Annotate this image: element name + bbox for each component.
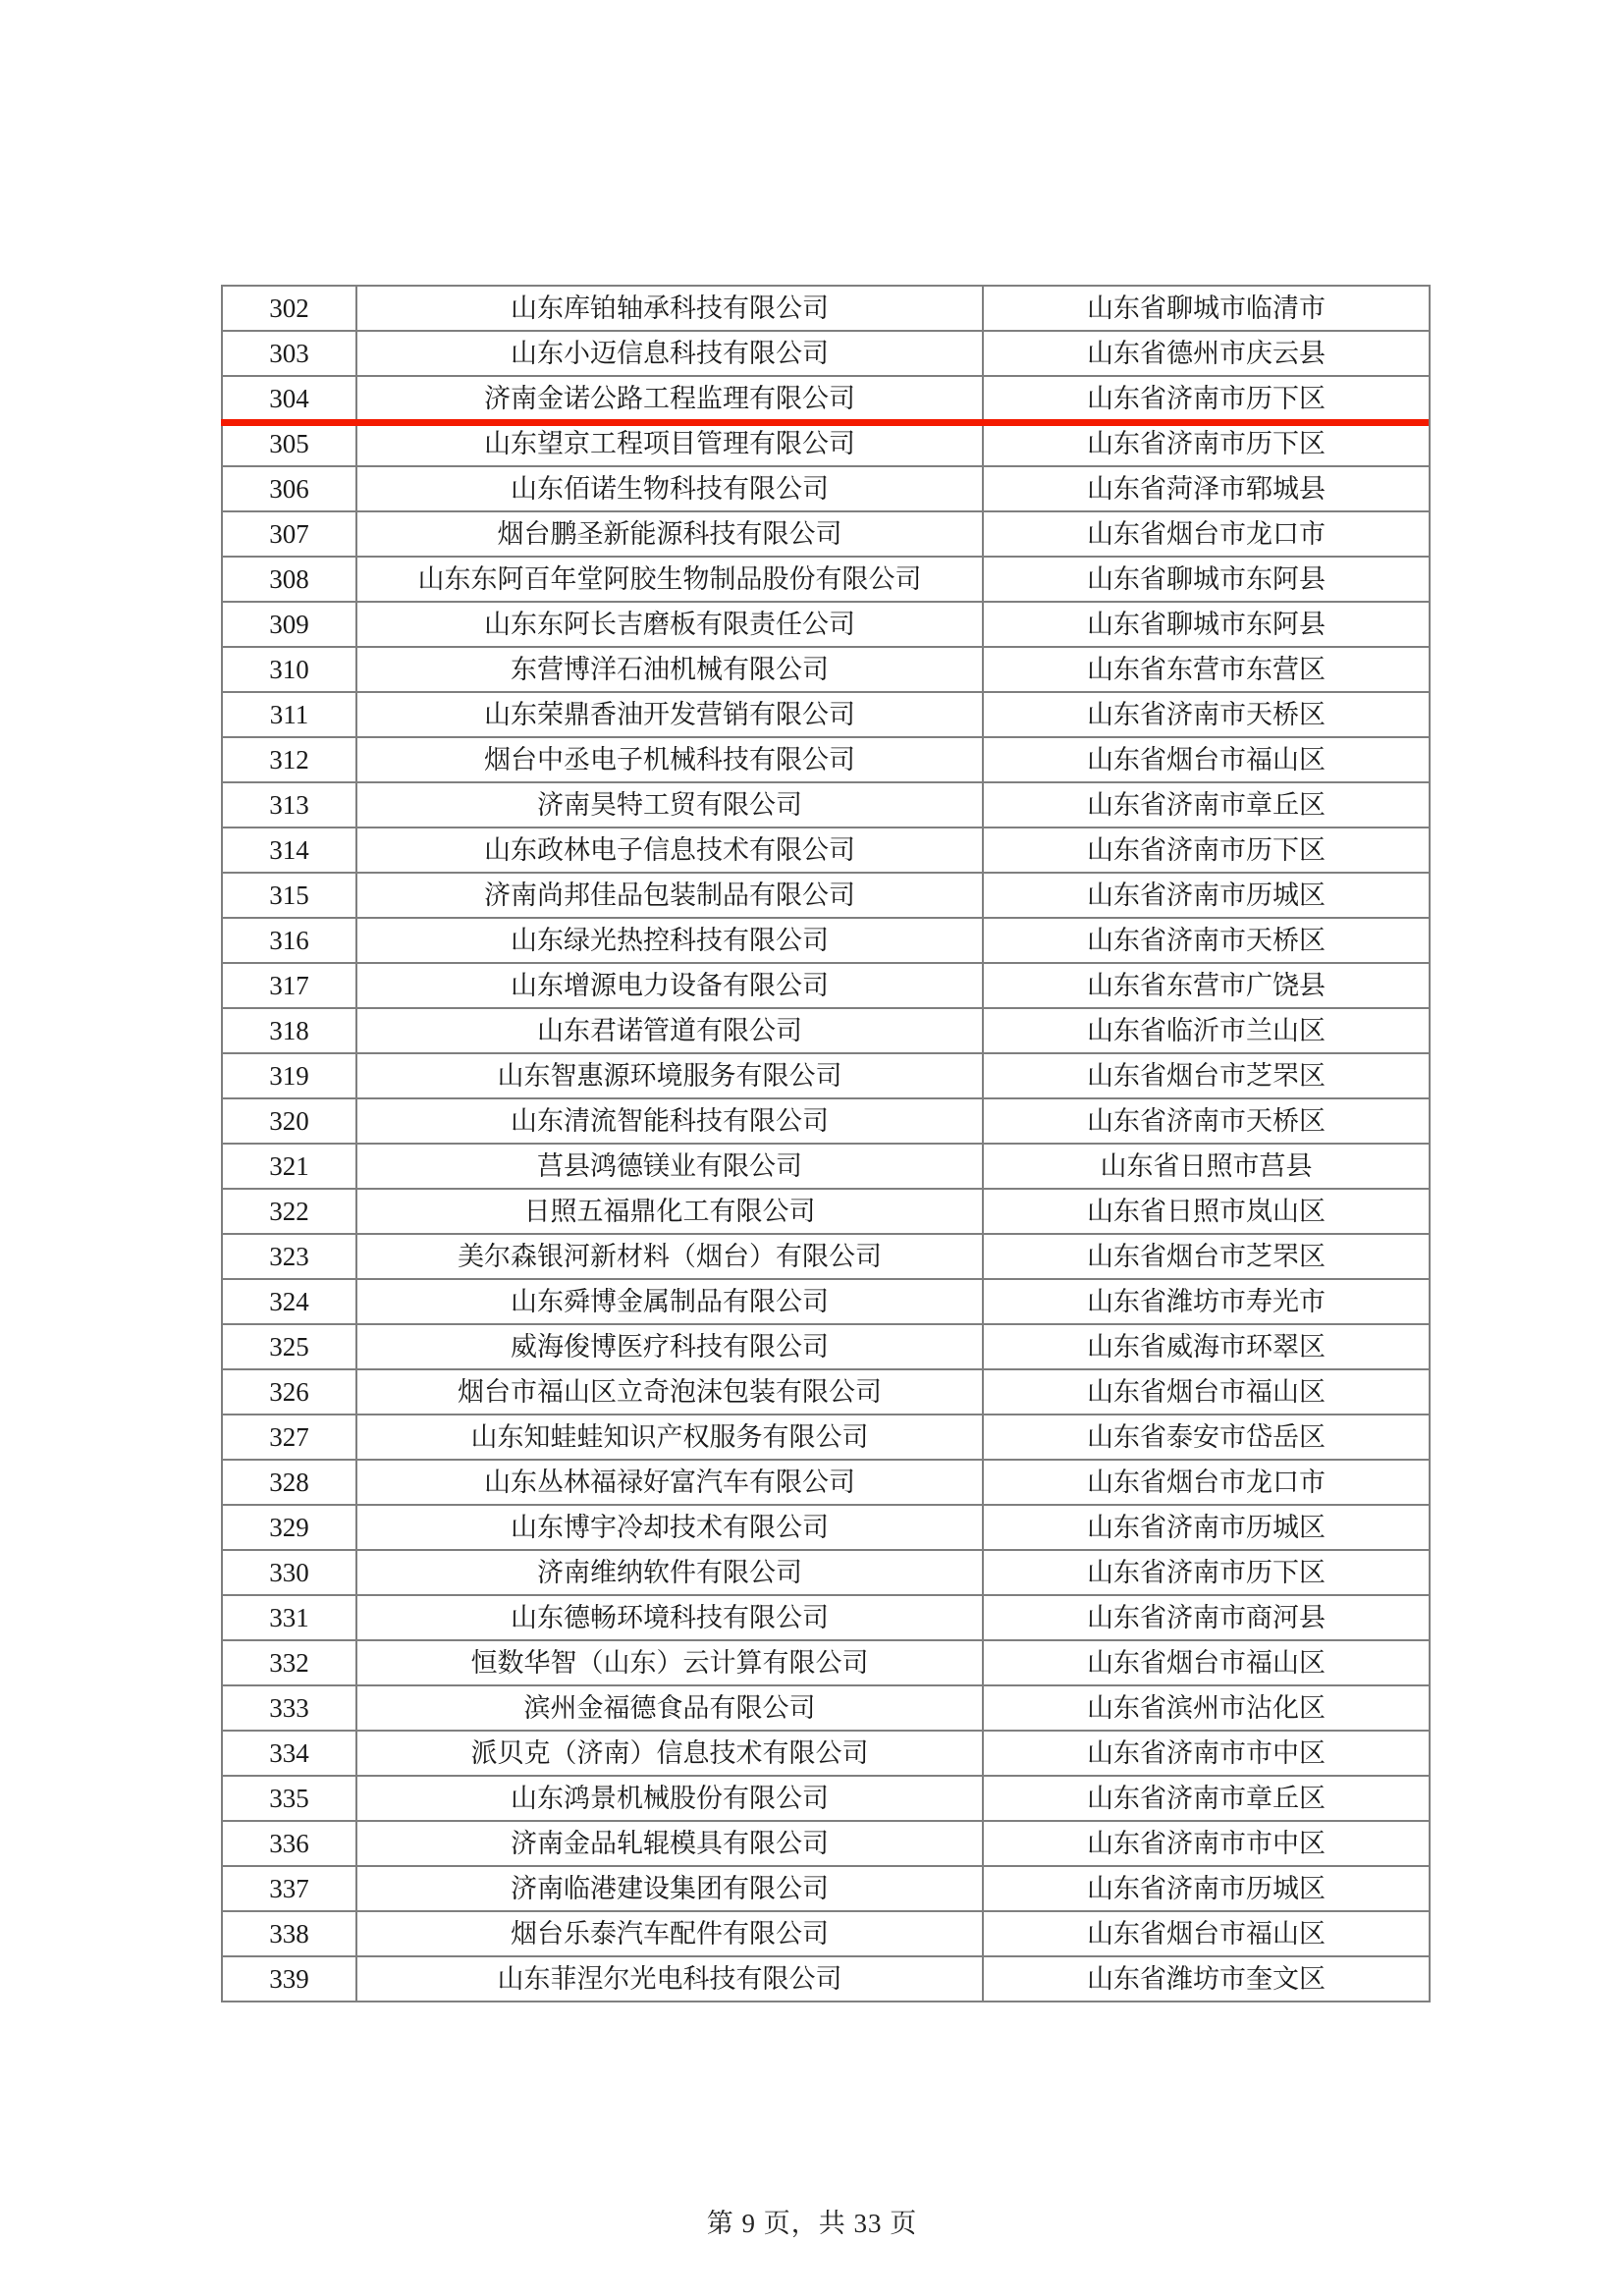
row-number-cell: 321 — [222, 1144, 356, 1189]
row-number-cell: 333 — [222, 1685, 356, 1731]
company-name-cell: 烟台市福山区立奇泡沫包装有限公司 — [356, 1369, 983, 1415]
table-row — [222, 1911, 1430, 1956]
company-location-cell: 山东省日照市岚山区 — [983, 1189, 1430, 1234]
companies-table — [221, 285, 1431, 2002]
row-number-cell: 322 — [222, 1189, 356, 1234]
row-number-cell: 336 — [222, 1821, 356, 1866]
company-name-cell: 山东丛林福禄好富汽车有限公司 — [356, 1460, 983, 1505]
table-row — [222, 1731, 1430, 1776]
row-number-cell: 325 — [222, 1324, 356, 1369]
table-row — [222, 602, 1430, 647]
company-location-cell: 山东省济南市历城区 — [983, 873, 1430, 918]
table-row — [222, 286, 1430, 331]
row-number-cell: 328 — [222, 1460, 356, 1505]
table-row — [222, 1369, 1430, 1415]
row-number-cell: 309 — [222, 602, 356, 647]
company-location-cell: 山东省烟台市福山区 — [983, 1369, 1430, 1415]
company-location-cell: 山东省威海市环翠区 — [983, 1324, 1430, 1369]
company-location-cell: 山东省济南市历城区 — [983, 1866, 1430, 1911]
row-number-cell: 330 — [222, 1550, 356, 1595]
company-location-cell: 山东省济南市市中区 — [983, 1731, 1430, 1776]
row-number-cell: 317 — [222, 963, 356, 1008]
table-row — [222, 1189, 1430, 1234]
row-number-cell: 302 — [222, 286, 356, 331]
row-number-cell: 337 — [222, 1866, 356, 1911]
company-name-cell: 东营博洋石油机械有限公司 — [356, 647, 983, 692]
table-row — [222, 1550, 1430, 1595]
company-location-cell: 山东省济南市章丘区 — [983, 782, 1430, 828]
company-location-cell: 山东省东营市广饶县 — [983, 963, 1430, 1008]
company-name-cell: 山东德畅环境科技有限公司 — [356, 1595, 983, 1640]
row-number-cell: 334 — [222, 1731, 356, 1776]
company-location-cell: 山东省济南市历下区 — [983, 421, 1430, 466]
highlight-red-underline — [221, 419, 1429, 426]
row-number-cell: 306 — [222, 466, 356, 511]
company-name-cell: 烟台乐泰汽车配件有限公司 — [356, 1911, 983, 1956]
company-name-cell: 山东智惠源环境服务有限公司 — [356, 1053, 983, 1098]
row-number-cell: 335 — [222, 1776, 356, 1821]
row-number-cell: 320 — [222, 1098, 356, 1144]
table-row — [222, 331, 1430, 376]
company-name-cell: 山东佰诺生物科技有限公司 — [356, 466, 983, 511]
company-name-cell: 济南金品轧辊模具有限公司 — [356, 1821, 983, 1866]
row-number-cell: 339 — [222, 1956, 356, 2002]
companies-table-body — [222, 286, 1430, 2002]
company-location-cell: 山东省济南市天桥区 — [983, 918, 1430, 963]
company-name-cell: 日照五福鼎化工有限公司 — [356, 1189, 983, 1234]
company-name-cell: 山东小迈信息科技有限公司 — [356, 331, 983, 376]
row-number-cell: 338 — [222, 1911, 356, 1956]
company-location-cell: 山东省德州市庆云县 — [983, 331, 1430, 376]
page-footer: 第 9 页，共 33 页 — [706, 2209, 918, 2238]
company-name-cell: 济南维纳软件有限公司 — [356, 1550, 983, 1595]
table-row — [222, 376, 1430, 421]
table-row — [222, 1821, 1430, 1866]
company-location-cell: 山东省济南市历下区 — [983, 1550, 1430, 1595]
table-row — [222, 782, 1430, 828]
table-row — [222, 511, 1430, 557]
company-location-cell: 山东省烟台市福山区 — [983, 1911, 1430, 1956]
company-location-cell: 山东省滨州市沾化区 — [983, 1685, 1430, 1731]
company-location-cell: 山东省临沂市兰山区 — [983, 1008, 1430, 1053]
company-location-cell: 山东省聊城市临清市 — [983, 286, 1430, 331]
table-row — [222, 466, 1430, 511]
company-name-cell: 山东增源电力设备有限公司 — [356, 963, 983, 1008]
company-location-cell: 山东省泰安市岱岳区 — [983, 1415, 1430, 1460]
table-row — [222, 737, 1430, 782]
company-name-cell: 烟台中丞电子机械科技有限公司 — [356, 737, 983, 782]
row-number-cell: 310 — [222, 647, 356, 692]
table-row — [222, 1279, 1430, 1324]
company-name-cell: 莒县鸿德镁业有限公司 — [356, 1144, 983, 1189]
row-number-cell: 303 — [222, 331, 356, 376]
row-number-cell: 311 — [222, 692, 356, 737]
company-location-cell: 山东省烟台市龙口市 — [983, 1460, 1430, 1505]
row-number-cell: 332 — [222, 1640, 356, 1685]
company-location-cell: 山东省潍坊市寿光市 — [983, 1279, 1430, 1324]
company-name-cell: 济南金诺公路工程监理有限公司 — [356, 376, 983, 421]
company-location-cell: 山东省烟台市福山区 — [983, 1640, 1430, 1685]
company-location-cell: 山东省济南市章丘区 — [983, 1776, 1430, 1821]
row-number-cell: 304 — [222, 376, 356, 421]
company-location-cell: 山东省济南市历下区 — [983, 376, 1430, 421]
company-location-cell: 山东省烟台市芝罘区 — [983, 1234, 1430, 1279]
company-name-cell: 山东鸿景机械股份有限公司 — [356, 1776, 983, 1821]
company-name-cell: 山东君诺管道有限公司 — [356, 1008, 983, 1053]
company-name-cell: 山东菲涅尔光电科技有限公司 — [356, 1956, 983, 2002]
table-row — [222, 1415, 1430, 1460]
table-row — [222, 1685, 1430, 1731]
company-name-cell: 美尔森银河新材料（烟台）有限公司 — [356, 1234, 983, 1279]
company-name-cell: 山东舜博金属制品有限公司 — [356, 1279, 983, 1324]
company-location-cell: 山东省烟台市龙口市 — [983, 511, 1430, 557]
company-name-cell: 山东绿光热控科技有限公司 — [356, 918, 983, 963]
table-row — [222, 1640, 1430, 1685]
company-location-cell: 山东省东营市东营区 — [983, 647, 1430, 692]
table-row — [222, 692, 1430, 737]
company-location-cell: 山东省济南市天桥区 — [983, 1098, 1430, 1144]
table-row — [222, 1776, 1430, 1821]
table-row — [222, 1144, 1430, 1189]
table-row — [222, 828, 1430, 873]
row-number-cell: 312 — [222, 737, 356, 782]
table-row — [222, 1866, 1430, 1911]
company-name-cell: 山东清流智能科技有限公司 — [356, 1098, 983, 1144]
table-row — [222, 963, 1430, 1008]
company-name-cell: 威海俊博医疗科技有限公司 — [356, 1324, 983, 1369]
company-name-cell: 派贝克（济南）信息技术有限公司 — [356, 1731, 983, 1776]
company-name-cell: 济南昊特工贸有限公司 — [356, 782, 983, 828]
company-location-cell: 山东省济南市商河县 — [983, 1595, 1430, 1640]
table-row — [222, 1098, 1430, 1144]
table-row — [222, 873, 1430, 918]
row-number-cell: 324 — [222, 1279, 356, 1324]
company-location-cell: 山东省济南市市中区 — [983, 1821, 1430, 1866]
company-location-cell: 山东省烟台市福山区 — [983, 737, 1430, 782]
company-location-cell: 山东省日照市莒县 — [983, 1144, 1430, 1189]
row-number-cell: 316 — [222, 918, 356, 963]
row-number-cell: 326 — [222, 1369, 356, 1415]
table-row — [222, 1324, 1430, 1369]
table-row — [222, 647, 1430, 692]
company-name-cell: 山东东阿百年堂阿胶生物制品股份有限公司 — [356, 557, 983, 602]
company-location-cell: 山东省济南市天桥区 — [983, 692, 1430, 737]
row-number-cell: 331 — [222, 1595, 356, 1640]
row-number-cell: 327 — [222, 1415, 356, 1460]
company-name-cell: 山东知蛙蛙知识产权服务有限公司 — [356, 1415, 983, 1460]
table-row — [222, 421, 1430, 466]
table-row — [222, 1053, 1430, 1098]
row-number-cell: 319 — [222, 1053, 356, 1098]
row-number-cell: 308 — [222, 557, 356, 602]
company-name-cell: 济南临港建设集团有限公司 — [356, 1866, 983, 1911]
table-row — [222, 1595, 1430, 1640]
row-number-cell: 318 — [222, 1008, 356, 1053]
table-row — [222, 557, 1430, 602]
company-name-cell: 山东望京工程项目管理有限公司 — [356, 421, 983, 466]
table-row — [222, 1234, 1430, 1279]
company-name-cell: 济南尚邦佳品包装制品有限公司 — [356, 873, 983, 918]
row-number-cell: 305 — [222, 421, 356, 466]
company-location-cell: 山东省聊城市东阿县 — [983, 602, 1430, 647]
company-name-cell: 山东政林电子信息技术有限公司 — [356, 828, 983, 873]
table-row — [222, 1008, 1430, 1053]
row-number-cell: 313 — [222, 782, 356, 828]
row-number-cell: 323 — [222, 1234, 356, 1279]
table-row — [222, 918, 1430, 963]
row-number-cell: 315 — [222, 873, 356, 918]
row-number-cell: 307 — [222, 511, 356, 557]
company-location-cell: 山东省聊城市东阿县 — [983, 557, 1430, 602]
company-name-cell: 烟台鹏圣新能源科技有限公司 — [356, 511, 983, 557]
company-location-cell: 山东省菏泽市郓城县 — [983, 466, 1430, 511]
company-location-cell: 山东省济南市历城区 — [983, 1505, 1430, 1550]
company-name-cell: 山东东阿长吉磨板有限责任公司 — [356, 602, 983, 647]
company-name-cell: 山东库铂轴承科技有限公司 — [356, 286, 983, 331]
table-row — [222, 1505, 1430, 1550]
company-name-cell: 滨州金福德食品有限公司 — [356, 1685, 983, 1731]
company-name-cell: 山东荣鼎香油开发营销有限公司 — [356, 692, 983, 737]
row-number-cell: 314 — [222, 828, 356, 873]
table-row — [222, 1956, 1430, 2002]
company-location-cell: 山东省烟台市芝罘区 — [983, 1053, 1430, 1098]
company-location-cell: 山东省济南市历下区 — [983, 828, 1430, 873]
company-name-cell: 恒数华智（山东）云计算有限公司 — [356, 1640, 983, 1685]
row-number-cell: 329 — [222, 1505, 356, 1550]
table-row — [222, 1460, 1430, 1505]
company-name-cell: 山东博宇冷却技术有限公司 — [356, 1505, 983, 1550]
company-location-cell: 山东省潍坊市奎文区 — [983, 1956, 1430, 2002]
